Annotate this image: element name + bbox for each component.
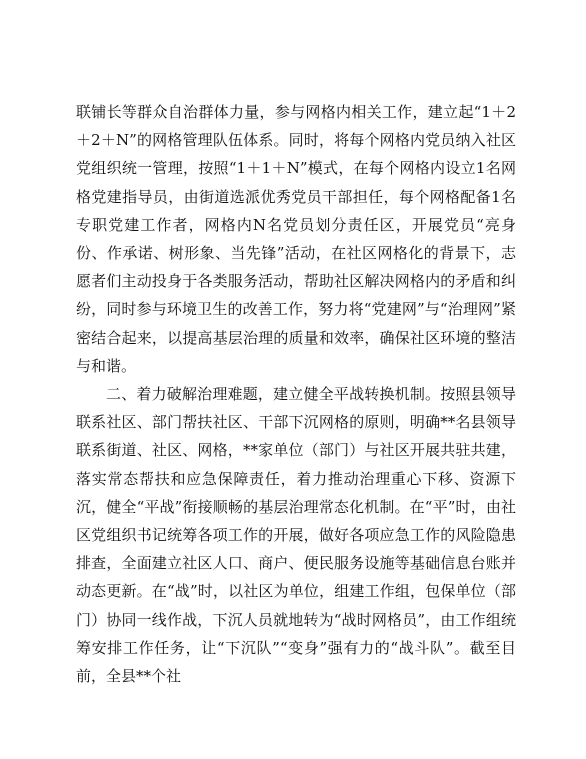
document-page bbox=[76, 98, 516, 690]
paragraph-grid-management: 联铺长等群众自治群体力量，参与网格内相关工作，建立起“1＋2＋2＋N”的网格管理队伍体系。同时，将每个网格内党员纳入社区党组织统一管理，按照“1＋1＋N”模式，在每个网格内设立1名网格党建指导员，由街道选派优秀党员干部担任，每个网格配备1名专职党建工作者，网格内N名党员划分责任区，开展党员“亮身份、作承诺、树形象、当先锋”活动，在社区网格化的背景下，志愿者们主动投身于各类服务活动，帮助社区解决网格内的矛盾和纠纷，同时参与环境卫生的改善工作，努力将“党建网”与“治理网”紧密结合起来，以提高基层治理的质量和效率，确保社区环境的整洁与和谐。 bbox=[76, 103, 516, 375]
paragraph-governance-mechanism: 二、着力破解治理难题，建立健全平战转换机制。按照县领导联系社区、部门帮扶社区、干部下沉网格的原则，明确**名县领导联系街道、社区、网格，**家单位（部门）与社区开展共驻共建，落实常态帮扶和应急保障责任，着力推动治理重心下移、资源下沉，健全“平战”衔接顺畅的基层治理常态化机制。在“平”时，由社区党组织书记统筹各项工作的开展，做好各项应急工作的风险隐患排查，全面建立社区人口、商户、便民服务设施等基础信息台账并动态更新。在“战”时，以社区为单位，组建工作组，包保单位（部门）协同一线作战，下沉人员就地转为“战时网格员”，由工作组统筹安排工作任务，让“下沉队”“变身”强有力的“战斗队”。截至目前，全县**个社 bbox=[76, 385, 516, 686]
